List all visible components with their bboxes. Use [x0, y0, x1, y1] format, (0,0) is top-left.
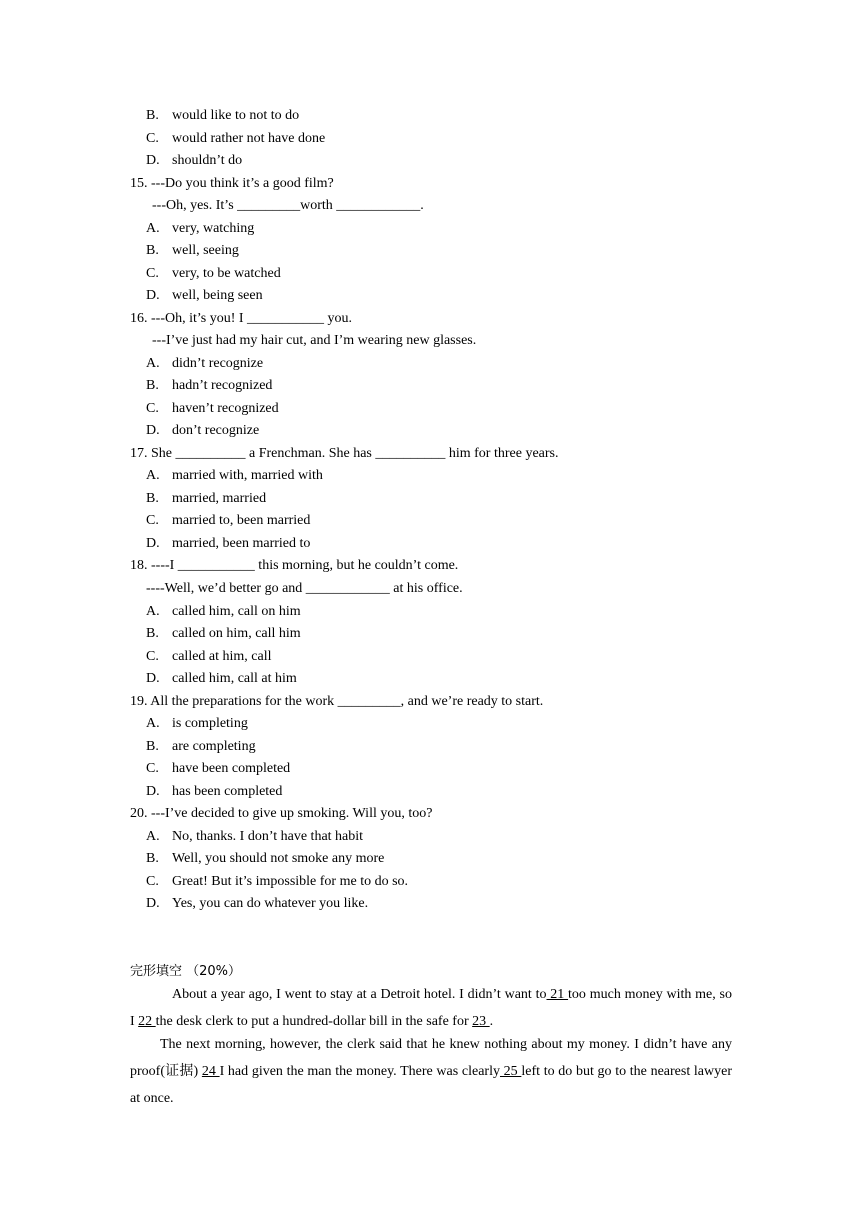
question-18-stem: 18. ----I ___________ this morning, but he couldn’t come.: [130, 558, 459, 573]
question-17-option-c: C. married to, been married: [146, 513, 311, 528]
cloze-heading: 完形填空 （20%）: [130, 964, 242, 979]
question-19-stem: 19. All the preparations for the work _________, and we’re ready to start.: [130, 694, 544, 709]
question-20-option-b: B. Well, you should not smoke any more: [146, 851, 385, 866]
blank-22: 22: [138, 1014, 156, 1029]
blank-23: 23: [472, 1014, 490, 1029]
question-19-option-a: A. is completing: [146, 716, 248, 731]
question-20-stem: 20. ---I’ve decided to give up smoking. Will you, too?: [130, 806, 433, 821]
blank-21: 21: [546, 987, 569, 1002]
question-18-option-c: C. called at him, call: [146, 649, 272, 664]
question-15-stem: 15. ---Do you think it’s a good film?: [130, 176, 334, 191]
question-16-option-d: D. don’t recognize: [146, 423, 260, 438]
question-20-option-a: A. No, thanks. I don’t have that habit: [146, 829, 364, 844]
option-b: B. would like to not to do: [146, 108, 300, 123]
question-16-stem-reply: ---I’ve just had my hair cut, and I’m wearing new glasses.: [152, 333, 477, 348]
option-d: D. shouldn’t do: [146, 153, 243, 168]
question-18-stem-reply: ----Well, we’d better go and ____________ at his office.: [146, 581, 463, 596]
question-16-option-a: A. didn’t recognize: [146, 356, 264, 371]
question-18-option-a: A. called him, call on him: [146, 604, 301, 619]
question-20-option-c: C. Great! But it’s impossible for me to do so.: [146, 874, 409, 889]
question-20-option-d: D. Yes, you can do whatever you like.: [146, 896, 369, 911]
blank-25: 25: [499, 1064, 522, 1079]
question-15-option-a: A. very, watching: [146, 221, 255, 236]
question-17-option-a: A. married with, married with: [146, 468, 323, 483]
cloze-paragraph-1: About a year ago, I went to stay at a Detroit hotel. I didn’t want to 21 too much money with me, so I 22 the desk clerk to put a hundred-dollar bill in the safe for 23 .: [130, 987, 732, 1029]
question-19-option-b: B. are completing: [146, 739, 256, 754]
question-15-option-b: B. well, seeing: [146, 243, 239, 258]
question-15-option-c: C. very, to be watched: [146, 266, 281, 281]
question-18-option-d: D. called him, call at him: [146, 671, 297, 686]
blank-24: 24: [201, 1064, 220, 1079]
question-17-option-d: D. married, been married to: [146, 536, 311, 551]
question-17-option-b: B. married, married: [146, 491, 267, 506]
question-16-option-b: B. hadn’t recognized: [146, 378, 273, 393]
question-16-stem: 16. ---Oh, it’s you! I ___________ you.: [130, 311, 353, 326]
question-19-option-d: D. has been completed: [146, 784, 283, 799]
question-19-option-c: C. have been completed: [146, 761, 291, 776]
cloze-paragraph-2: The next morning, however, the clerk said that he knew nothing about my money. I didn’t have any proof(证据) 24 I had given the man the money. There was clearly 25 left to do but go to the nearest lawyer at once.: [130, 1037, 732, 1106]
option-c: C. would rather not have done: [146, 131, 326, 146]
question-16-option-c: C. haven’t recognized: [146, 401, 279, 416]
question-17-stem: 17. She __________ a Frenchman. She has __________ him for three years.: [130, 446, 559, 461]
question-15-option-d: D. well, being seen: [146, 288, 263, 303]
question-15-stem-reply: ---Oh, yes. It’s _________worth ____________.: [152, 198, 424, 213]
question-18-option-b: B. called on him, call him: [146, 626, 301, 641]
